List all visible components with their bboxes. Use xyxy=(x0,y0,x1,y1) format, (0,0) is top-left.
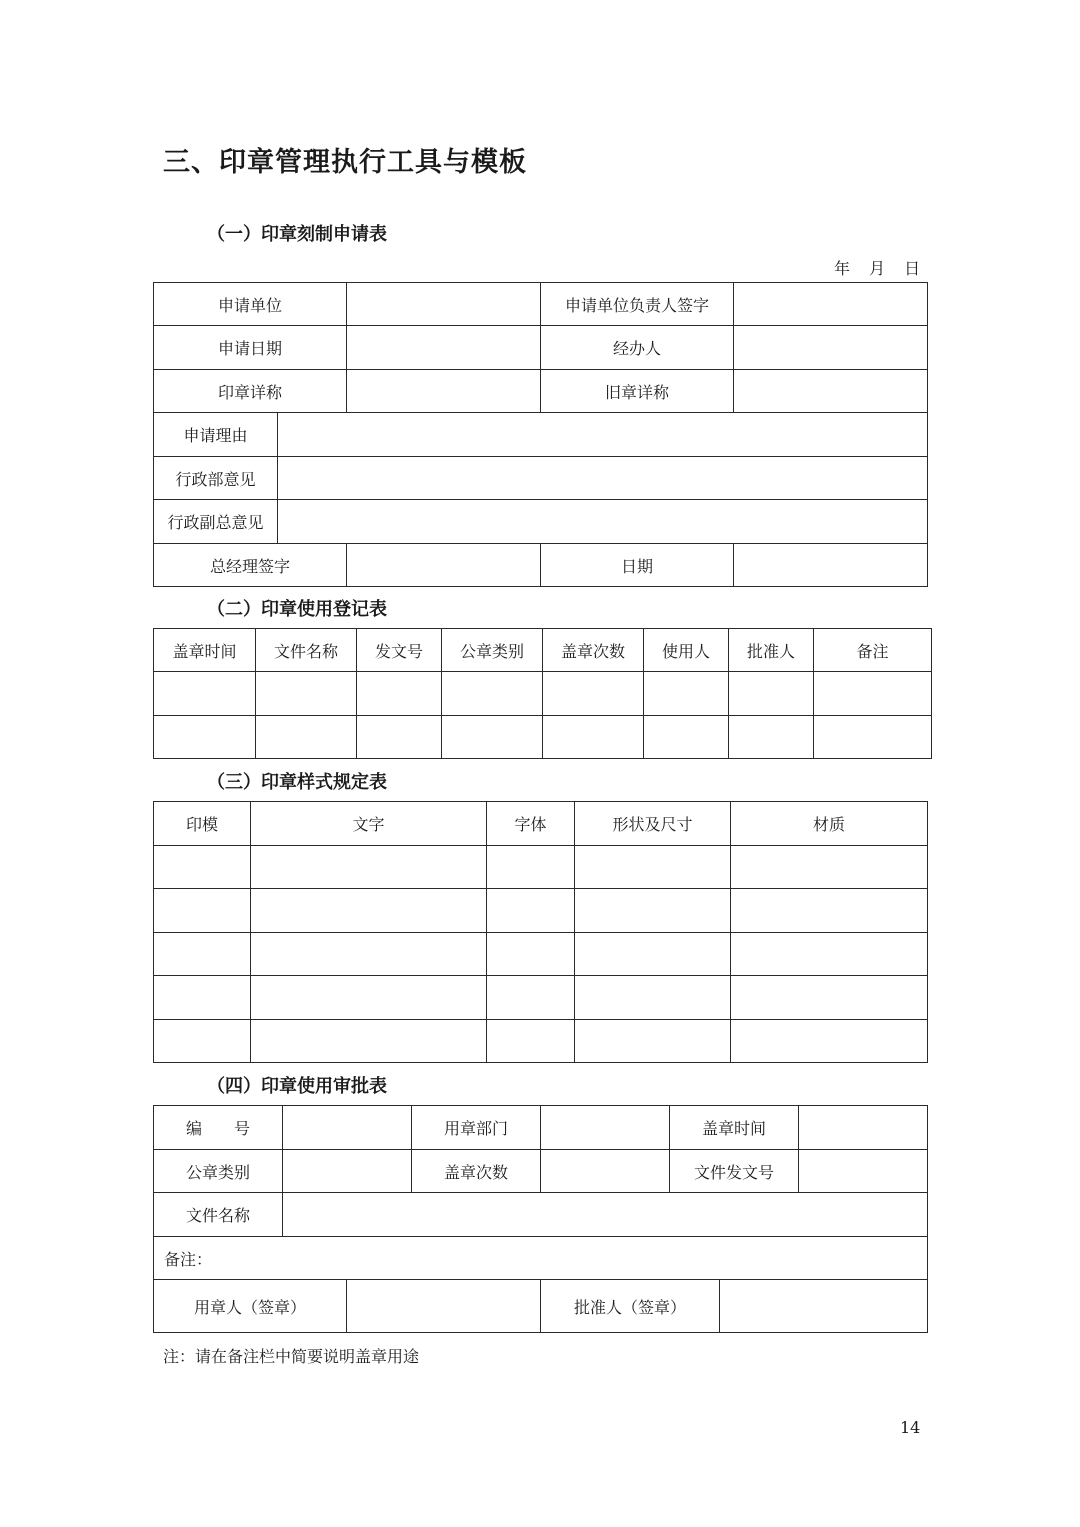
field-reason[interactable] xyxy=(278,413,928,457)
table-row xyxy=(154,846,928,889)
field-stamp-time[interactable] xyxy=(799,1106,928,1150)
header-user: 使用人 xyxy=(644,629,729,672)
header-file-name: 文件名称 xyxy=(256,629,357,672)
field-admin-opinion[interactable] xyxy=(278,457,928,500)
section2-title: （二）印章使用登记表 xyxy=(207,599,387,620)
label-unit-head-signature: 申请单位负责人签字 xyxy=(541,283,734,326)
footnote: 注：请在备注栏中简要说明盖章用途 xyxy=(163,1347,420,1366)
label-applicant-unit: 申请单位 xyxy=(154,283,347,326)
label-file-name: 文件名称 xyxy=(154,1193,283,1237)
header-material: 材质 xyxy=(731,802,928,846)
page-number: 14 xyxy=(900,1418,921,1437)
header-seal-type: 公章类别 xyxy=(442,629,543,672)
header-text: 文字 xyxy=(251,802,487,846)
table-row xyxy=(154,672,932,716)
label-handler: 经办人 xyxy=(541,326,734,370)
remarks-field[interactable]: 备注： xyxy=(154,1237,928,1280)
field-user-signature[interactable] xyxy=(347,1280,541,1333)
field-number[interactable] xyxy=(283,1106,412,1150)
field-vp-opinion[interactable] xyxy=(278,500,928,544)
field-department[interactable] xyxy=(541,1106,670,1150)
field-date[interactable] xyxy=(734,544,928,587)
section1-title: （一）印章刻制申请表 xyxy=(207,224,387,245)
label-seal-full-name: 印章详称 xyxy=(154,370,347,413)
field-handler[interactable] xyxy=(734,326,928,370)
label-user-signature: 用章人（签章） xyxy=(154,1280,347,1333)
field-old-seal-name[interactable] xyxy=(734,370,928,413)
table-row xyxy=(154,933,928,976)
field-file-name[interactable] xyxy=(283,1193,928,1237)
header-seal-impression: 印模 xyxy=(154,802,251,846)
field-seal-type[interactable] xyxy=(283,1150,412,1193)
header-shape-size: 形状及尺寸 xyxy=(575,802,731,846)
field-application-date[interactable] xyxy=(347,326,541,370)
section4-title: （四）印章使用审批表 xyxy=(207,1076,387,1097)
field-doc-number[interactable] xyxy=(799,1150,928,1193)
header-remarks: 备注 xyxy=(814,629,932,672)
label-department: 用章部门 xyxy=(412,1106,541,1150)
table-row xyxy=(154,889,928,933)
seal-application-table xyxy=(153,282,928,587)
table-row xyxy=(154,976,928,1020)
header-stamp-count: 盖章次数 xyxy=(543,629,644,672)
table-row xyxy=(154,716,932,759)
section3-title: （三）印章样式规定表 xyxy=(207,772,387,793)
seal-style-table xyxy=(153,801,928,1063)
label-approver-signature: 批准人（签章） xyxy=(541,1280,720,1333)
label-old-seal-name: 旧章详称 xyxy=(541,370,734,413)
header-stamp-time: 盖章时间 xyxy=(154,629,256,672)
seal-usage-log-table xyxy=(153,628,932,759)
table-row xyxy=(154,1020,928,1063)
label-gm-signature: 总经理签字 xyxy=(154,544,347,587)
field-gm-signature[interactable] xyxy=(347,544,541,587)
header-font: 字体 xyxy=(487,802,575,846)
label-stamp-time: 盖章时间 xyxy=(670,1106,799,1150)
page-heading: 三、印章管理执行工具与模板 xyxy=(163,147,527,178)
field-seal-full-name[interactable] xyxy=(347,370,541,413)
label-number: 编 号 xyxy=(154,1106,283,1150)
label-seal-type: 公章类别 xyxy=(154,1150,283,1193)
field-stamp-count[interactable] xyxy=(541,1150,670,1193)
label-vp-opinion: 行政副总意见 xyxy=(154,500,278,544)
label-doc-number: 文件发文号 xyxy=(670,1150,799,1193)
header-approver: 批准人 xyxy=(729,629,814,672)
field-approver-signature[interactable] xyxy=(720,1280,928,1333)
label-admin-opinion: 行政部意见 xyxy=(154,457,278,500)
label-reason: 申请理由 xyxy=(154,413,278,457)
header-doc-number: 发文号 xyxy=(357,629,442,672)
field-unit-head-signature[interactable] xyxy=(734,283,928,326)
label-application-date: 申请日期 xyxy=(154,326,347,370)
field-applicant-unit[interactable] xyxy=(347,283,541,326)
date-line: 年 月 日 xyxy=(834,259,921,278)
label-date: 日期 xyxy=(541,544,734,587)
seal-approval-table xyxy=(153,1105,928,1333)
label-stamp-count: 盖章次数 xyxy=(412,1150,541,1193)
